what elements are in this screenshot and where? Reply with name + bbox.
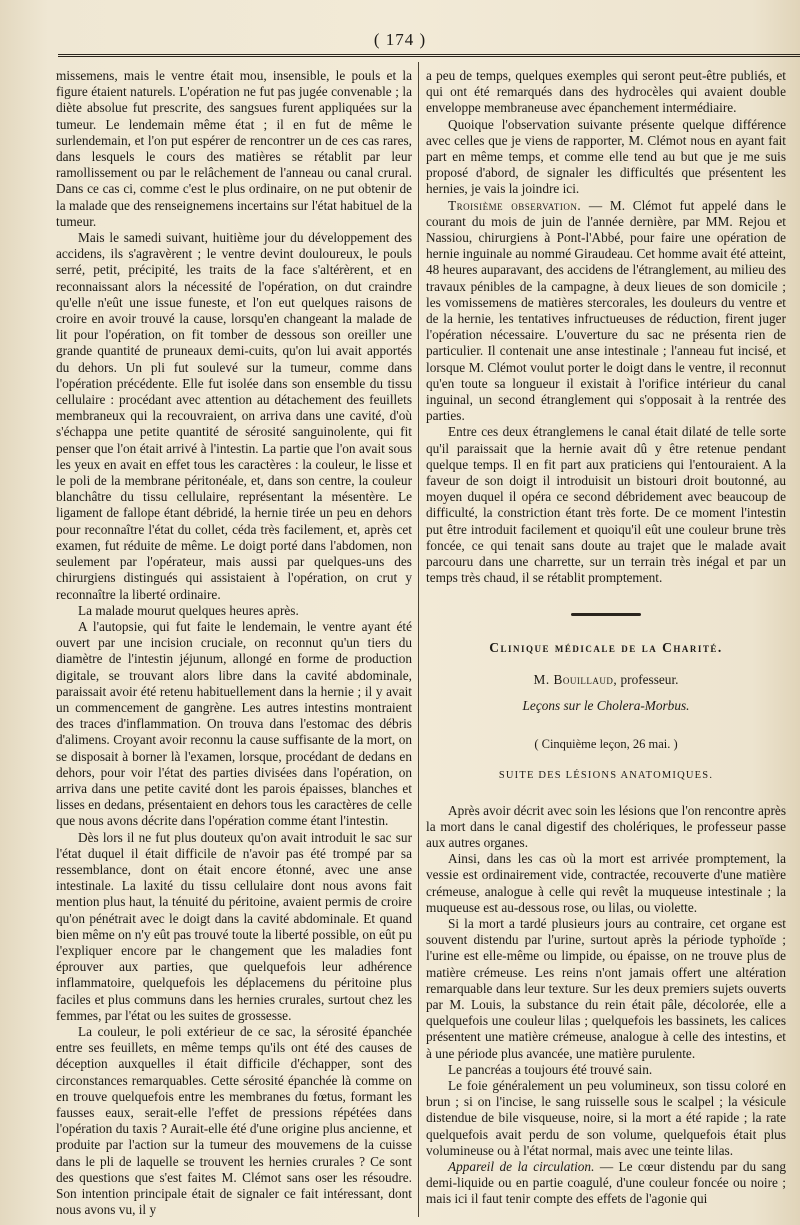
section-title: Clinique médicale de la Charité.	[489, 639, 723, 655]
paragraph: Mais le samedi suivant, huitième jour du développement des accidens, ils s'agravèrent ; le ventre devint douloureux, le pouls serré, petit, précipité, les traits de la face s'altérèrent, et en reconnaissant alors la nécessité de l'opération, on dut craindre qu'elle n'eût une issue funeste, et l'on eut quelques raisons de croire en avoir trouvé la cause, lorsqu'en changeant la malade de lit pour l'opération, on fit tomber de dessous son oreiller une grande quantité de pruneaux demi-cuits, qu'on lui avait apportés du dehors. Un pli fut soulevé sur la tumeur, comme dans l'opération précédente. Elle fut isolée dans son ensemble du tissu cellulaire : procédant avec attention au détachement des feuillets membraneux qui la recouvraient, on arriva dans une cavité, d'où s'échappa une petite quantité de sérosité sanguinolente, qui fit penser que l'on était arrivé à l'intestin. La partie que l'on avait sous les yeux en avait en effet tous les caractères : la couleur, le lisse et le poli de la membrane péritonéale, et, dans son centre, la couleur blanchâtre du tissu cellulaire, représentant la mésentère. Le ligament de fallope étant débridé, la hernie tirée un peu en dehors pour reconnaître l'état du collet, céda très facilement, et, après cet examen, fut réduite de même. Le doigt porté dans l'abdomen, non seulement par l'opérateur, mais aussi par quelques-uns des chirurgiens distingués qui assistaient à l'opération, on crut y reconnaître la liberté ordinaire.	[56, 230, 412, 602]
paragraph: Dès lors il ne fut plus douteux qu'on avait introduit le sac sur l'état duquel il était difficile de n'avoir pas été trompé par sa ressemblance, dont on était encore étonné, avec une anse intestinale. La laxité du tissu cellulaire dont nous avons fait mention plus haut, la ténuité du péritoine, avaient permis de croire qu'on pénétrait avec le doigt dans la cavité abdominale. Et quand bien même on n'y eût pas trouvé toute la liberté possible, on eût pu l'expliquer encore par le changement que les maladies font éprouver aux parties, que quelquefois leur adhérence inflammatoire, quelquefois les déplacemens du péritoine plus faciles et plus communs dans les hernies crurales, surtout chez les femmes, par l'état ou les suites de grossesse.	[56, 829, 412, 1023]
paragraph	[426, 198, 786, 425]
paragraph: missemens, mais le ventre était mou, insensible, le pouls et la figure étaient naturels. L'opération ne fut pas jugée convenable ; la diète absolue fut prescrite, des sangsues furent appliquées sur la tumeur. Le lendemain même état ; il en fut de même le surlendemain, et l'on put espérer de rencontrer un de ces cas rares, dans lesquels le cours des matières se rétablit par leur ramollissement ou par le relâchement de l'anneau ou canal crural. Dans ce cas ci, comme c'est le plus ordinaire, on ne put obtenir de la malade que des renseignemens incertains sur l'état habituel de la tumeur.	[56, 68, 412, 229]
paragraph: Après avoir décrit avec soin les lésions que l'on rencontre après la mort dans le canal digestif des cholériques, le professeur passe aux autres organes.	[426, 802, 786, 850]
column-divider	[418, 62, 419, 1217]
paragraph: Si la mort a tardé plusieurs jours au contraire, cet organe est souvent distendu par l'urine, surtout après la période typhoïde ; l'urine est elle-même ou limpide, ou épaisse, on ne trouve plus de matière crémeuse. Les reins n'ont jamais offert une altération remarquable dans leur texture. Sur les deux premiers sujets ouverts par M. Louis, la substance du rein était pâle, décolorée, elle a quelquefois une couleur lilas ; quelquefois les bassinets, les calices présentent une matière crémeuse, analogue à celle des intestins, et à une période plus avancée, une matière purulente.	[426, 915, 786, 1061]
professor-name: M. Bouillaud,	[533, 671, 618, 687]
subsection-title: SUITE DES LÉSIONS ANATOMIQUES.	[498, 770, 714, 782]
left-column	[56, 68, 412, 1217]
paragraph: A l'autopsie, qui fut faite le lendemain, le ventre ayant été ouvert par une incision cruciale, on reconnut qu'un tiers du diamètre de l'intestin jéjunum, allongé en forme de production digitale, se trouvant alors libre dans la cavité abdominale, paraissait avoir été retenu habituellement dans la hernie ; il y avait un commencement de gangrène. Les autres intestins montraient des traces d'inflammation. On trouva dans l'estomac des débris d'alimens. Croyant avoir reconnu la cause suffisante de la mort, on se disposait à borner là l'examen, lorsque, procédant de dedans en dehors, pour voir l'état des parties divisées dans l'opération, on arriva dans une petite cavité dont les parois épaisses, blanches et lisses en dedans, présentaient en dehors tous les caractères de celle que nous avons décrite dans l'opération comme étant l'intestin.	[56, 618, 412, 829]
paragraph: a peu de temps, quelques exemples qui seront peut-être publiés, et qui ont été remarqués dans des hydrocèles qui avaient double enveloppe membraneuse avec épanchement intermédiaire.	[426, 68, 786, 116]
paragraph: Le pancréas a toujours été trouvé sain.	[448, 1061, 653, 1077]
page-number: ( 174 )	[373, 30, 427, 49]
paragraph: Ainsi, dans les cas où la mort est arrivée promptement, la vessie est ordinairement vide, contractée, recouverte d'une matière crémeuse, analogue à celle qui revêt la muqueuse intestinale ; la muqueuse est au-dessous rose, ou lilas, ou violette.	[426, 851, 786, 915]
lecture-subtitle: ( Cinquième leçon, 26 mai. )	[534, 737, 678, 752]
professor-role: professeur.	[620, 671, 679, 687]
paragraph: La malade mourut quelques heures après.	[78, 602, 299, 618]
paragraph: Entre ces deux étranglemens le canal était dilaté de telle sorte qu'il paraissait que la hernie avait dû y être retenue pendant quelque temps. Il en fit part aux praticiens qui l'entouraient. A la faveur de son doigt il introduisit un bistouri droit boutonné, au moyen duquel il opéra ce second débridement avec beaucoup de difficulté, la constriction étant très forte. De ce moment l'intestin put être introduit facilement et quoiqu'il eût une couleur brune très foncée, ce qui tenait sans doute au trajet que le malade avait parcouru dans une charrette, sur un terrain très inégal et par un temps très chaud, il se rétablit promptement.	[426, 424, 786, 586]
paragraph	[426, 1159, 786, 1208]
circulation-label: Appareil de la circulation.	[448, 1158, 595, 1174]
observation-label: Troisième observation.	[448, 197, 582, 213]
right-column	[426, 68, 786, 1217]
lecture-title: Leçons sur le Cholera-Morbus.	[522, 697, 690, 713]
paragraph: La couleur, le poli extérieur de ce sac, la sérosité épanchée entre ses feuillets, en même temps qu'ils ont été des causes de déception auxquelles il était difficile d'échapper, sont des circonstances remarquables. Cette sérosité épanchée là comme on en trouve quelquefois entre les membranes du fœtus, formant les fausses eaux, serait-elle l'effet de pressions répétées dans l'opération du taxis ? Aurait-elle été d'une origine plus ancienne, et produite par l'action sur la tumeur des mouvemens de la cuisse dans le pli de laquelle se trouvent les hernies crurales ? Ce sont des questions que s'est faites M. Clémot sans oser les résoudre. Son intention principale était de signaler ce fait intéressant, dont nous avons vu, il y	[56, 1023, 412, 1217]
professor-line	[426, 672, 786, 688]
paragraph: Quoique l'observation suivante présente quelque différence avec celles que je viens de rapporter, M. Clémot nous en ayant fait part en même temps, et comme elle tend au but que je me suis proposé d'abord, de signaler les difficultés que présentent les hernies, je vais la joindre ici.	[426, 116, 786, 197]
circulation-text: — Le cœur distendu par du sang demi-liquide ou en partie coagulé, d'une couleur foncée ou noire ; mais ici il faut tenir compte des effets de l'agonie qui	[426, 1158, 786, 1207]
observation-text: — M. Clémot fut appelé dans le courant du mois de juin de l'année dernière, par MM. Rejou et Nassiou, chirurgiens à Pont-l'Abbé, pour faire une opération de hernie inguinale au nommé Giraudeau. Cet homme avait été atteint, 48 heures auparavant, des accidens de l'étranglement, au milieu des travaux pénibles de la campagne, à deux lieues de son domicile ; les vomissemens de matières stercorales, les douleurs du ventre et de la hernie, les tentatives infructueuses de réduction, firent juger l'opération nécessaire. L'ouverture du sac ne présenta rien de particulier. Il contenait une anse intestinale ; l'anneau fut incisé, et lorsque M. Clémot voulut porter le doigt dans le ventre, il reconnut qu'en toute sa longueur il existait à l'orifice intérieur du canal inguinal, un second étranglement qui s'opposait à la rentrée des parties.	[426, 197, 786, 424]
header-rule	[58, 54, 800, 57]
section-separator	[571, 613, 641, 616]
paragraph: Le foie généralement un peu volumineux, son tissu coloré en brun ; si on l'incise, le sang ruisselle sous le scalpel ; la vésicule distendue de bile visqueuse, noire, si la mort a été rapide ; la rate quelquefois avait perdu de son volume, quelquefois était plus volumineuse ou à l'état normal, mais avec une teinte lilas.	[426, 1077, 786, 1158]
